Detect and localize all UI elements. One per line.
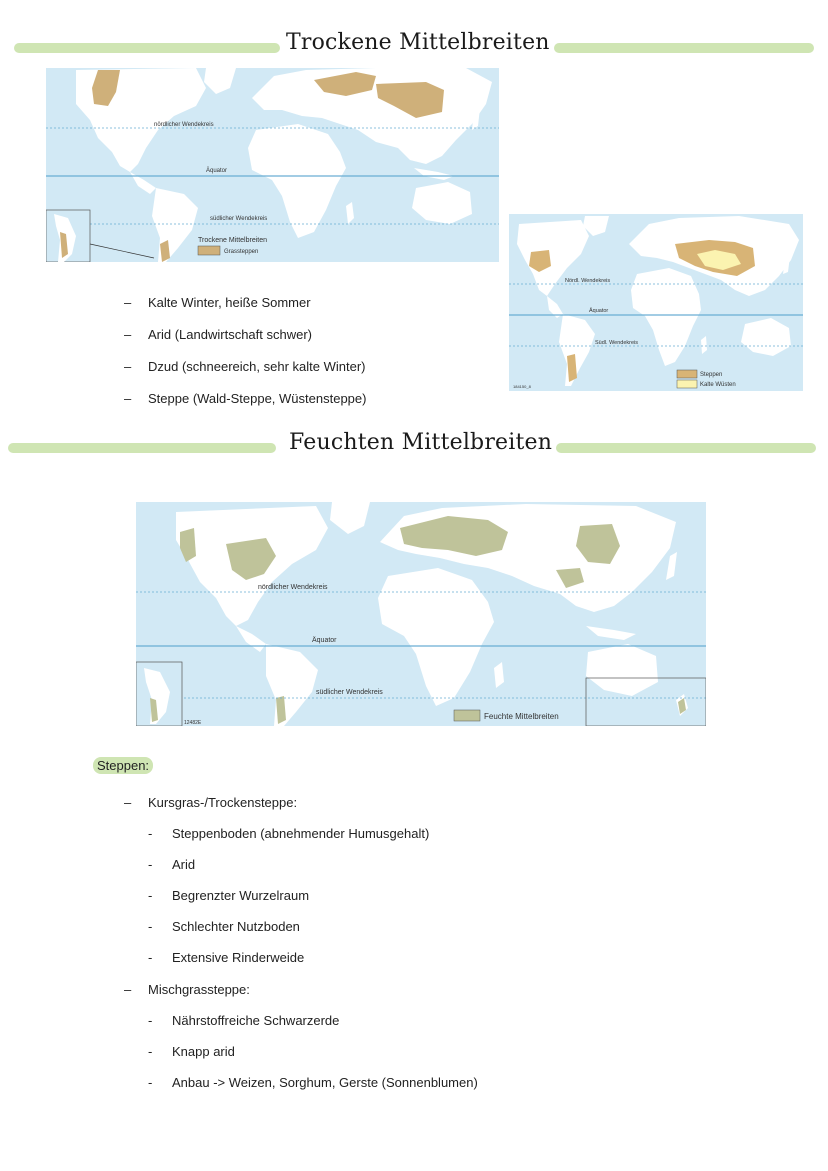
list-item-text: Arid [172,857,196,872]
steppen-group-2 [124,974,250,1005]
dash: - [148,1013,153,1028]
list-item-text: Anbau -> Weizen, Sorghum, Gerste (Sonnenblumen) [172,1075,478,1090]
dash: – [124,327,132,342]
climate-bullet-list [124,287,366,415]
list-item-text: Begrenzter Wurzelraum [172,888,310,903]
list-item [148,942,429,973]
south-america [559,314,595,386]
dash: - [148,950,153,965]
south-america [266,644,318,726]
section-title: Feuchten Mittelbreiten [289,430,553,455]
legend-swatch [454,710,480,721]
madagascar [701,336,707,354]
list-item [124,319,366,351]
dash: – [124,391,132,406]
steppen-group-1 [124,787,297,818]
heading-bar-right [556,443,816,453]
legend-item-steppen: Steppen [700,372,723,378]
legend-title: Trockene Mittelbreiten [198,237,267,244]
map-svg [509,214,803,391]
steppen-group-2-items [148,1005,478,1098]
central-america [236,626,266,652]
label-tropic-south: südlicher Wendekreis [316,689,383,696]
section-heading-feuchten [0,430,828,464]
dash: - [148,1044,153,1059]
list-item-text: Steppenboden (abnehmender Humusgehalt) [172,826,430,841]
dash: - [148,919,153,934]
greenland [330,502,370,534]
inset-arrow [90,244,154,258]
list-item-text: Steppe (Wald-Steppe, Wüstensteppe) [148,391,367,406]
list-item-text: Kalte Winter, heiße Sommer [148,295,311,310]
australia [412,182,472,224]
indonesia [414,168,454,180]
heading-bar-right [554,43,814,53]
steppen-label: Steppen: [93,757,153,774]
list-item [124,787,297,818]
list-item [148,849,429,880]
world-map-feuchte-mittelbreiten [136,502,706,726]
list-item-text: Knapp arid [172,1044,235,1059]
list-item [124,974,250,1005]
south-america [152,188,198,262]
list-item [124,287,366,319]
label-tropic-north: nördlicher Wendekreis [154,122,214,128]
indonesia [586,626,636,640]
japan [666,552,677,580]
legend-item-kalte-wuesten: Kalte Wüsten [700,382,736,388]
dash: - [148,826,153,841]
group-title: Mischgrassteppe: [148,982,250,997]
dash: - [148,888,153,903]
list-item [124,383,366,415]
list-item [148,1036,478,1067]
legend-swatch-steppen [677,370,697,378]
greenland [204,68,236,94]
central-america [130,172,156,194]
label-equator: Äquator [589,308,609,314]
list-item-text: Extensive Rinderweide [172,950,305,965]
continents [517,216,799,386]
humid-north-america-west [180,528,196,562]
map-svg [136,502,706,726]
north-america [517,220,589,296]
steppen-group-1-items [148,818,429,973]
list-item-text: Dzud (schneereich, sehr kalte Winter) [148,359,366,374]
world-map-trockene-mittelbreiten [46,68,499,262]
africa [631,268,701,366]
list-item-text: Schlechter Nutzboden [172,919,300,934]
list-item-text: Arid (Landwirtschaft schwer) [148,327,312,342]
africa [378,568,494,706]
dash: – [124,295,132,310]
map-code: 12482E [184,720,202,726]
label-tropic-south: südlicher Wendekreis [210,216,268,222]
heading-bar-left [14,43,280,53]
label-tropic-north: nördlicher Wendekreis [258,584,328,591]
list-item [148,911,429,942]
dash: – [124,359,132,374]
madagascar [494,662,504,688]
dash: - [148,1075,153,1090]
australia [741,318,791,356]
label-equator: Äquator [206,168,228,174]
list-item [148,880,429,911]
list-item [124,351,366,383]
legend-swatch-kalte-wuesten [677,380,697,388]
world-map-steppen-kalte-wuesten [509,214,803,391]
dash: - [148,857,153,872]
dash: – [124,795,132,810]
map-code: 184150_8 [513,384,531,389]
group-title: Kursgras-/Trockensteppe: [148,795,298,810]
heading-bar-left [8,443,276,453]
label-equator: Äquator [312,637,337,644]
legend-item: Grassteppen [224,249,259,255]
list-item [148,818,429,849]
list-item [148,1005,478,1036]
map-svg [46,68,499,262]
label-tropic-south: Südl. Wendekreis [595,340,639,346]
label-tropic-north: Nördl. Wendekreis [565,278,611,284]
australia [586,644,658,696]
list-item [148,1067,478,1098]
section-heading-trockene [0,30,828,64]
list-item-text: Nährstoffreiche Schwarzerde [172,1013,340,1028]
legend-swatch [198,246,220,255]
section-title: Trockene Mittelbreiten [286,30,550,55]
madagascar [346,202,354,224]
dash: – [124,982,132,997]
legend-item: Feuchte Mittelbreiten [484,712,559,721]
